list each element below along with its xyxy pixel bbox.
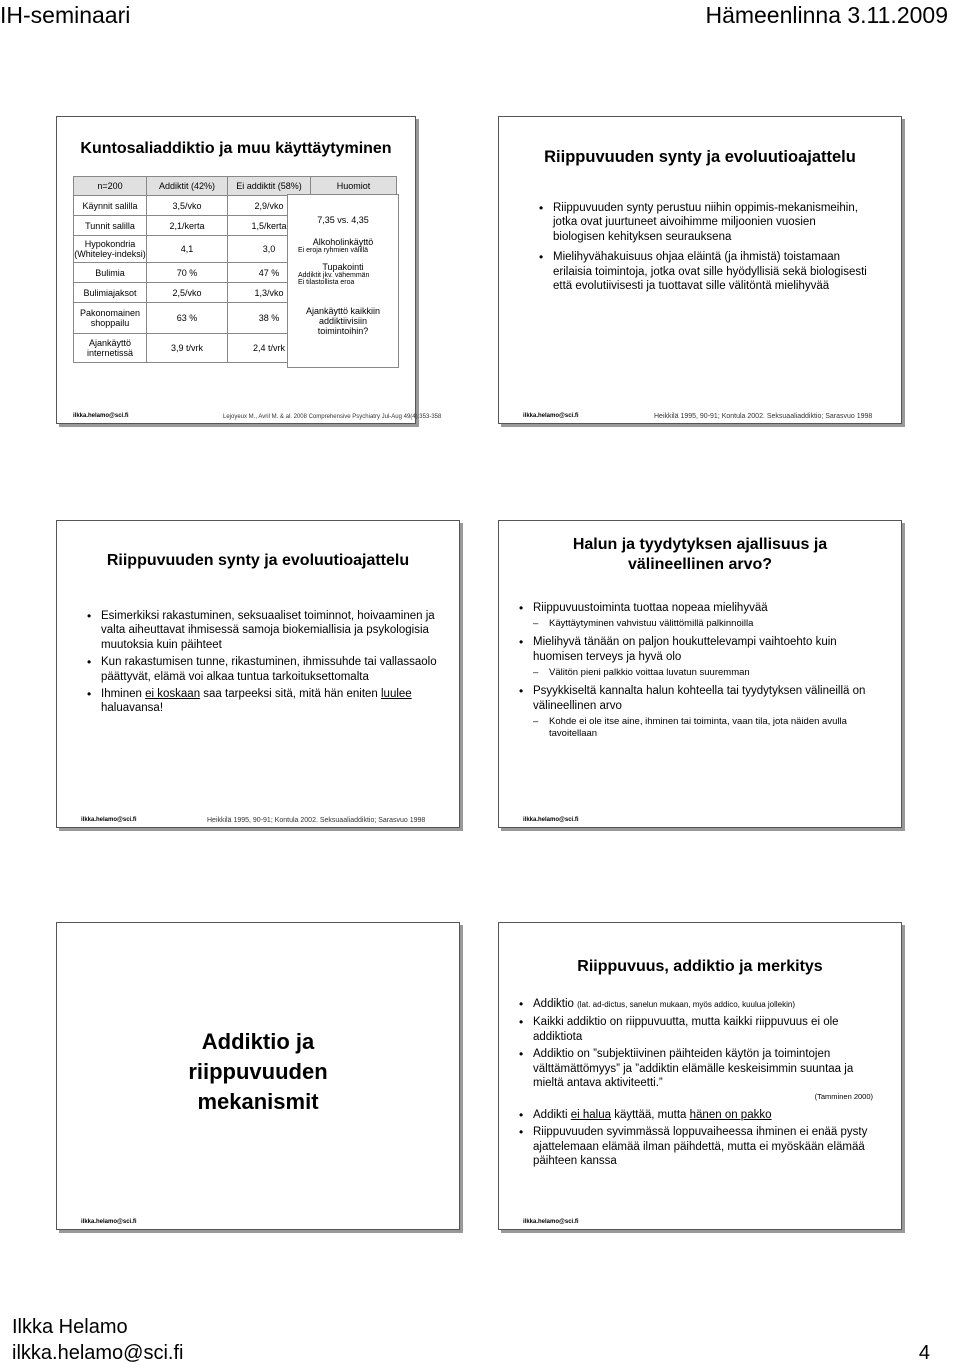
cell: 2,4 t/vrk (228, 334, 311, 363)
bullet: • Riippuvuustoiminta tuottaa nopeaa mielihyvää (519, 601, 879, 615)
row-label: Pakonomainen shoppailu (74, 303, 147, 334)
sub-bullet: – Välitön pieni palkkio voittaa luvatun suuremman (519, 667, 879, 679)
row-label: Tunnit salilla (74, 216, 147, 236)
slide-5 (56, 922, 460, 1230)
underlined-text: hänen on pakko (689, 1108, 772, 1121)
bullet: • Psyykkiseltä kannalta halun kohteella tai tyydytyksen välineillä on välineellinen arvo (519, 684, 879, 713)
cell: 38 % (228, 303, 311, 334)
note-heading: Tupakointi (322, 262, 364, 272)
slide-title: Addiktio ja riippuvuuden mekanismit (188, 1029, 328, 1114)
cell: 63 % (147, 303, 228, 334)
sub-bullet: – Käyttäytyminen vahvistuu välittömillä palkinnoilla (519, 618, 879, 630)
bullet (519, 1108, 883, 1122)
bullet: • Mielihyvä tänään on paljon houkuttelevampi vaihtoehto kuin huomisen terveys ja hyvä olo (519, 635, 879, 664)
slide-3 (56, 520, 460, 828)
citation: (Tamminen 2000) (814, 1092, 873, 1102)
email: ilkka.helamo@sci.fi (81, 1219, 137, 1225)
row-label: Bulimiajaksot (74, 283, 147, 303)
slide-4 (498, 520, 902, 828)
slide-title: Kuntosaliaddiktio ja muu käyttäytyminen (80, 140, 392, 157)
table-header-row (74, 177, 397, 196)
notes-box (287, 194, 399, 368)
bullet-list (539, 201, 869, 296)
footer-name: Ilkka Helamo (12, 1316, 128, 1338)
column-header: Ei addiktit (58%) (228, 177, 311, 196)
slide-title: Halun ja tyydytyksen ajallisuus ja välineellinen arvo? (572, 536, 828, 573)
bullet-text: Addiktio (533, 998, 578, 1010)
header-left: IH-seminaari (0, 2, 131, 28)
bullet: • Mielihyvähakuisuus ohjaa eläintä (ja ihmistä) toistamaan erilaisia toimintoja, jotka ovat sille hyödyllisiä sekä biologisesti että evolutiivisesti ja tuottavat sille välitöntä mielihyvää (539, 250, 869, 293)
email: ilkka.helamo@sci.fi (523, 413, 579, 419)
cell: 1,5/kerta (228, 216, 311, 236)
bullet-text: Addiktio on ”subjektiivinen päihteiden käytön ja toimintojen välttämättömyys” ja ”addiktin elämälle keskeisimmin suuntaa ja mieltä antava aktiviteetti.” (533, 1048, 854, 1090)
sub-bullet: – Kohde ei ole itse aine, ihminen tai toiminta, vaan tila, jota näiden avulla tavoitellaan (519, 716, 879, 740)
bullet (519, 997, 883, 1012)
row-label: Ajankäyttö internetissä (74, 334, 147, 363)
header-right: Hämeenlinna 3.11.2009 (705, 2, 948, 28)
reference: Heikkilä 1995, 90-91; Kontula 2002. Seksuaaliaddiktio; Sarasvuo 1998 (207, 817, 426, 824)
underlined-text: ei koskaan (145, 688, 201, 701)
cell: 47 % (228, 263, 311, 283)
reference: Heikkilä 1995, 90-91; Kontula 2002. Seksuaaliaddiktio; Sarasvuo 1998 (654, 413, 873, 420)
row-label: Bulimia (74, 263, 147, 283)
cell: 3,5/vko (147, 196, 228, 216)
email: ilkka.helamo@sci.fi (81, 817, 137, 823)
cell: 2,5/vko (147, 283, 228, 303)
note-sub: Ei eroja ryhmien välillä (298, 247, 369, 254)
note-sub: Ei tilastollista eroa (298, 279, 355, 286)
email: ilkka.helamo@sci.fi (73, 413, 129, 419)
bullet-list (87, 609, 447, 719)
bullet-text: käyttää, mutta (611, 1108, 690, 1121)
note-heading: Alkoholinkäyttö (312, 237, 374, 247)
bullet-text: saa tarpeeksi sitä, mitä hän eniten (200, 688, 381, 701)
email: ilkka.helamo@sci.fi (523, 817, 579, 823)
bullet: • Riippuvuuden synty perustuu niihin oppimis-mekanismeihin, jotka ovat juurtuneet aivoihimme miljoonien vuosien biologisen kehityksen seurauksena (539, 201, 869, 244)
bullet-text: Addikti (533, 1108, 571, 1121)
bullet-list (519, 601, 879, 745)
bullet (519, 1047, 883, 1105)
bullet-text: Ihminen (101, 688, 146, 701)
page-number: 4 (918, 1342, 930, 1364)
slide-1 (56, 116, 442, 424)
underlined-text: ei halua (570, 1108, 612, 1121)
column-header: Huomiot (311, 177, 397, 196)
slide-title: Riippuvuus, addiktio ja merkitys (577, 958, 823, 975)
column-header: Addiktit (42%) (147, 177, 228, 196)
cell: 1,3/vko (228, 283, 311, 303)
note-question: Ajankäyttö kaikkiin addiktiivisiin toimintoihin? (305, 306, 381, 336)
column-header: n=200 (74, 177, 147, 196)
bullet-list (519, 997, 883, 1171)
bullet (87, 687, 447, 716)
cell: 3,0 (228, 236, 311, 263)
bullet-text: haluavansa! (101, 702, 164, 715)
small-note: (lat. ad-dictus, sanelun mukaan, myös addico, kuulua jollekin) (577, 1000, 795, 1009)
slide-title: Riippuvuuden synty ja evoluutioajattelu (106, 552, 410, 569)
row-label: Hypokondria (Whiteley-indeksi) (74, 236, 147, 263)
note-sub: Addiktit jkv. vähemmän (298, 272, 370, 279)
note-text: 7,35 vs. 4,35 (317, 215, 369, 225)
row-label: Käynnit salilla (74, 196, 147, 216)
bullet: • Riippuvuuden syvimmässä loppuvaiheessa ihminen ei enää pysty ajattelemaan elämää ilman päihdettä, mutta ei myöskään elämää päihteen kanssa (519, 1125, 883, 1168)
cell: 3,9 t/vrk (147, 334, 228, 363)
bullet: • Kun rakastumisen tunne, rikastuminen, ihmissuhde tai vallassaolo päättyvät, elämä voi alkaa tuntua tarkoituksettomalta (87, 655, 447, 684)
underlined-text: luulee (381, 688, 412, 701)
footer-email: ilkka.helamo@sci.fi (12, 1342, 184, 1364)
reference: Lejoyeux M., Avril M. & al. 2008 Comprehensive Psychiatry Jul-Aug 49(4):353-358 (223, 414, 442, 420)
email: ilkka.helamo@sci.fi (523, 1219, 579, 1225)
cell: 2,9/vko (228, 196, 311, 216)
bullet: • Esimerkiksi rakastuminen, seksuaaliset toiminnot, hoivaaminen ja valta aiheuttavat ihmisessä samoja biokemiallisia ja psykologisia muutoksia kuin päihteet (87, 609, 447, 652)
slide-2 (498, 116, 902, 424)
bullet: • Kaikki addiktio on riippuvuutta, mutta kaikki riippuvuus ei ole addiktiota (519, 1015, 883, 1044)
slide-6 (498, 922, 902, 1230)
cell: 70 % (147, 263, 228, 283)
cell: 4,1 (147, 236, 228, 263)
slide-title: Riippuvuuden synty ja evoluutioajattelu (544, 148, 856, 166)
cell: 2,1/kerta (147, 216, 228, 236)
